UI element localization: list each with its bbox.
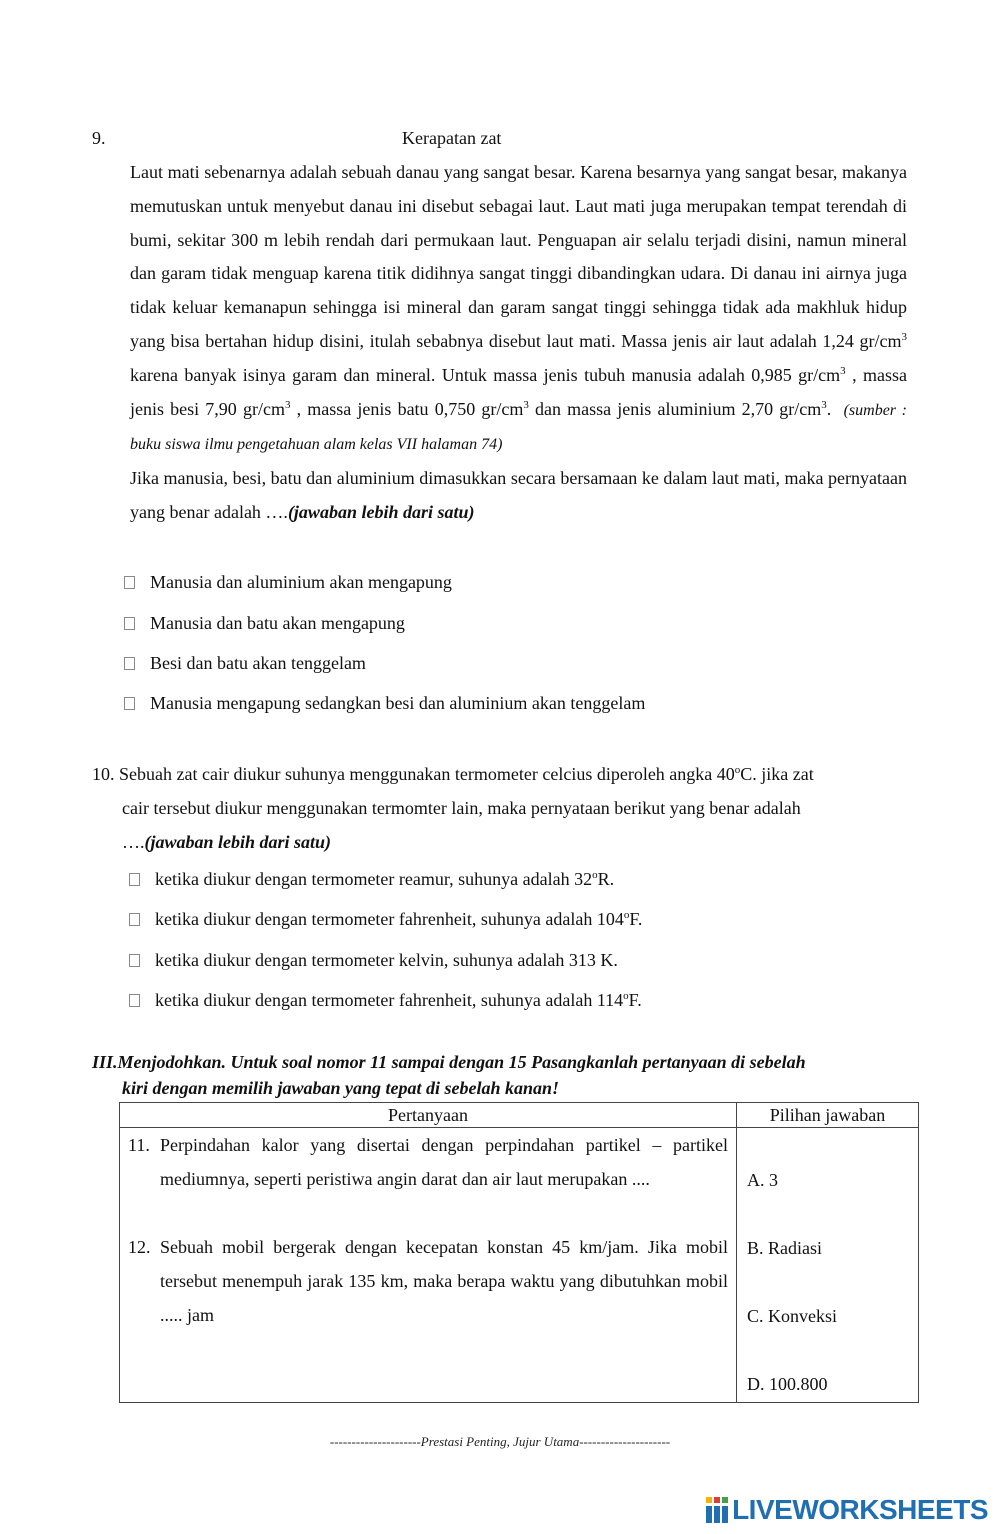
passage-text-b: karena banyak isinya garam dan mineral. Untuk massa jenis tubuh manusia adalah 0,985 gr/cm [130,364,841,385]
passage-text-c: , massa jenis besi 7,90 gr/cm [130,364,907,419]
question-9-number: 9. [92,128,106,148]
checkbox[interactable] [129,994,140,1007]
question-10-stem [92,757,892,859]
q10-option-1[interactable] [129,869,614,890]
q10-option-3[interactable] [129,950,618,971]
option-label: Besi dan batu akan tenggelam [150,653,366,673]
liveworksheets-logo [706,1494,988,1526]
checkbox[interactable] [129,954,140,967]
superscript-3: 3 [901,330,907,343]
checkbox[interactable] [124,697,135,710]
superscript-3: 3 [840,364,846,377]
checkbox[interactable] [129,873,140,886]
option-label: Manusia mengapung sedangkan besi dan aluminium akan tenggelam [150,693,646,713]
passage-text-d: , massa jenis batu 0,750 gr/cm [290,398,524,419]
answer-note: (jawaban lebih dari satu) [287,501,475,522]
questions-cell [120,1128,737,1403]
question-12: 12. Sebuah mobil bergerak dengan kecepatan konstan 45 km/jam. Jika mobil tersebut menempuh jarak 135 km, maka berapa waktu yang dibutuhkan mobil ..... jam [128,1237,728,1325]
answer-b[interactable]: B. Radiasi [747,1238,822,1258]
q10-text-b: C. jika zat [740,764,814,784]
q10-text-line2: cair tersebut diukur menggunakan termomter lain, maka pernyataan berikut yang benar adalah [122,798,801,818]
option-label: Manusia dan batu akan mengapung [150,613,405,633]
checkbox[interactable] [124,576,135,589]
answer-c[interactable]: C. Konveksi [747,1306,837,1326]
section-3-instructions [92,1049,907,1101]
superscript-3: 3 [284,398,291,411]
question-9-prompt: Jika manusia, besi, batu dan aluminium dimasukkan secara bersamaan ke dalam laut mati, maka pernyataan yang benar adalah …. [130,468,907,522]
q10-ellipsis: …. [122,832,145,852]
checkbox[interactable] [124,617,135,630]
option-label: ketika diukur dengan termometer reamur, suhunya adalah 32$^o$R. [155,869,615,889]
answer-note: (jawaban lebih dari satu) [144,832,332,852]
logo-text: LIVEWORKSHEETS [732,1494,988,1525]
header-answer: Pilihan jawaban [737,1103,919,1128]
answer-d[interactable]: D. 100.800 [747,1374,828,1394]
answers-cell [737,1128,919,1403]
footer-motto: ---------------------Prestasi Penting, Jujur Utama--------------------- [329,1434,671,1449]
section-3-line1: III.Menjodohkan. Untuk soal nomor 11 sampai dengan 15 Pasangkanlah pertanyaan di sebelah [92,1052,806,1072]
question-9-title: Kerapatan zat [402,128,502,148]
superscript-3: 3 [821,398,827,411]
liveworksheets-icon [706,1497,728,1523]
q10-option-4[interactable] [129,990,642,1011]
passage-text-a: Laut mati sebenarnya adalah sebuah danau yang sangat besar. Karena besarnya yang sangat besar, makanya memutuskan untuk menyebut danau ini disebut sebagai laut. Laut mati juga merupakan tempat terendah di bumi, sekitar 300 m lebih rendah dari permukaan laut. Penguapan air selalu terjadi disini, namun mineral dan garam tidak menguap karena titik didihnya sangat tinggi dibandingkan udara. Di danau ini airnya juga tidak keluar kemanapun sehingga isi mineral dan garam sangat tinggi sehingga tidak ada makhluk hidup yang bisa bertahan hidup disini, itulah sebabnya disebut laut mati. Massa jenis air laut adalah 1,24 gr/cm [130,162,907,351]
option-label: ketika diukur dengan termometer fahrenheit, suhunya adalah 114$^o$F. [155,990,642,1010]
passage-text-e: dan massa jenis aluminium 2,70 gr/cm [528,398,822,419]
answer-a[interactable]: A. 3 [747,1170,778,1190]
option-label: ketika diukur dengan termometer kelvin, suhunya adalah 313 K. [155,950,618,970]
degree-sign: o [734,764,741,776]
source-citation: (sumber : buku siswa ilmu pengetahuan alam kelas VII halaman 74) [130,401,907,454]
section-3-line2: kiri dengan memilih jawaban yang tepat di sebelah kanan! [122,1078,560,1098]
q9-option-4[interactable] [124,693,645,714]
q9-option-2[interactable] [124,613,405,634]
checkbox[interactable] [124,657,135,670]
superscript-3: 3 [523,398,529,411]
option-label: ketika diukur dengan termometer fahrenheit, suhunya adalah 104$^o$F. [155,909,643,929]
question-9-passage [130,156,907,530]
header-question: Pertanyaan [120,1103,737,1128]
q9-option-1[interactable] [124,572,452,593]
q9-option-3[interactable] [124,653,366,674]
option-label: Manusia dan aluminium akan mengapung [150,572,452,592]
question-11: 11. Perpindahan kalor yang disertai dengan perpindahan partikel – partikel mediumnya, seperti peristiwa angin darat dan air laut merupakan .... [128,1135,728,1189]
passage-text-f: . [826,398,832,419]
checkbox[interactable] [129,913,140,926]
matching-table [119,1102,919,1403]
q10-text-a: 10. Sebuah zat cair diukur suhunya menggunakan termometer celcius diperoleh angka 40 [92,764,735,784]
q10-option-2[interactable] [129,909,642,930]
